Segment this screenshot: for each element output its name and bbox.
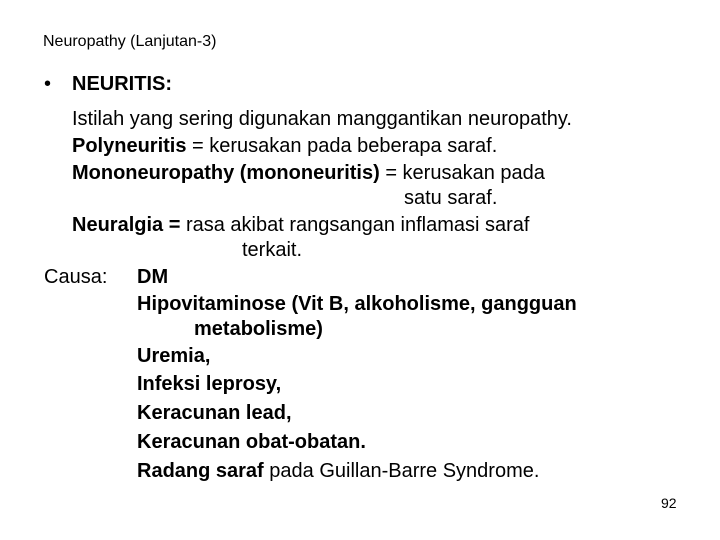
polyneuritis-definition: = kerusakan pada beberapa saraf. — [186, 135, 498, 157]
mononeuropathy-definition: = kerusakan pada — [379, 162, 545, 184]
radang-saraf-term: Radang saraf — [137, 460, 264, 482]
mononeuropathy-continuation: satu saraf. — [404, 187, 498, 209]
causa-item: Keracunan obat-obatan. — [137, 431, 366, 453]
causa-label: Causa: — [44, 266, 108, 288]
causa-item: Keracunan lead, — [137, 402, 292, 424]
page-number: 92 — [661, 495, 677, 511]
mononeuropathy-line — [72, 161, 545, 185]
neuralgia-definition: rasa akibat rangsangan inflamasi saraf — [185, 214, 530, 236]
causa-item: Hipovitaminose (Vit B, alkoholisme, gangguan — [137, 293, 577, 315]
neuralgia-line — [72, 213, 529, 237]
neuralgia-term: Neuralgia = — [72, 214, 186, 236]
neuritis-heading: NEURITIS: — [72, 73, 172, 95]
causa-item: Uremia, — [137, 345, 211, 367]
neuralgia-continuation: terkait. — [242, 239, 303, 261]
bullet-icon: • — [44, 73, 52, 95]
causa-item: Infeksi leprosy, — [137, 373, 282, 395]
polyneuritis-line — [72, 134, 497, 158]
polyneuritis-term: Polyneuritis — [72, 135, 187, 157]
neuritis-description: Istilah yang sering digunakan manggantikan neuropathy. — [72, 108, 572, 130]
causa-item: metabolisme) — [194, 318, 323, 340]
mononeuropathy-term: Mononeuropathy (mononeuritis) — [72, 162, 380, 184]
causa-item: DM — [137, 266, 169, 288]
radang-saraf-definition: pada Guillan-Barre Syndrome. — [263, 460, 540, 482]
slide-title: Neuropathy (Lanjutan-3) — [43, 33, 217, 50]
causa-item-last — [137, 459, 539, 483]
